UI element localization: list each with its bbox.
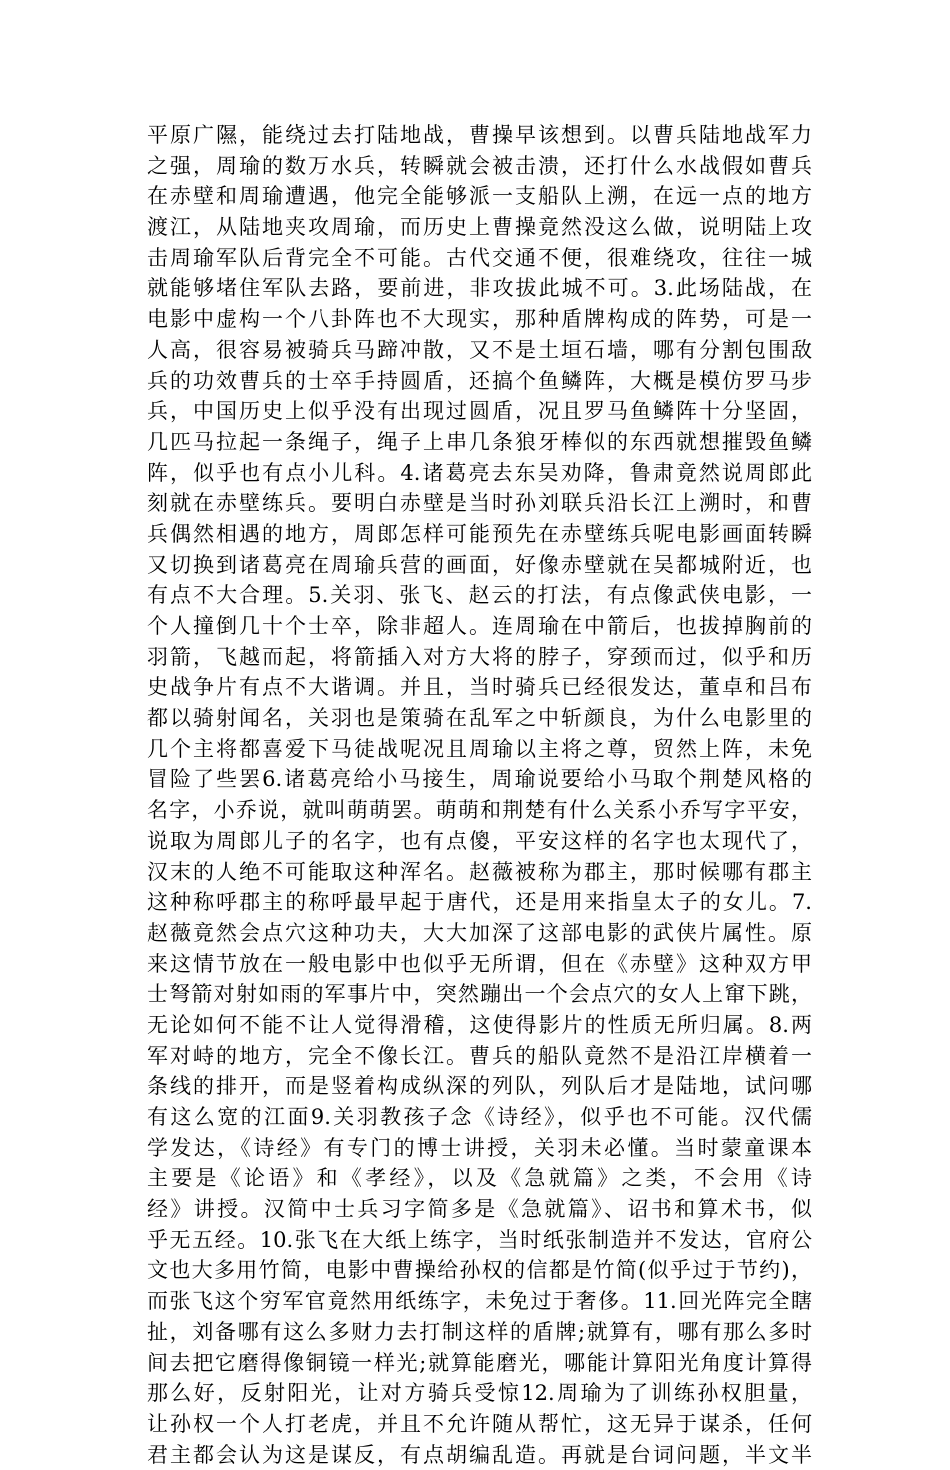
text-line: 扯，刘备哪有这么多财力去打制这样的盾牌;就算有，哪有那么多时 xyxy=(147,1319,812,1344)
text-line: 军对峙的地方，完全不像长江。曹兵的船队竟然不是沿江岸横着一 xyxy=(147,1043,812,1068)
text-line: 兵偶然相遇的地方，周郎怎样可能预先在赤壁练兵呢电影画面转瞬 xyxy=(147,521,812,546)
text-line: 平原广隰，能绕过去打陆地战，曹操早该想到。以曹兵陆地战军力 xyxy=(147,123,812,147)
text-line: 有这么宽的江面9.关羽教孩子念《诗经》，似乎也不可能。汉代儒 xyxy=(147,1105,812,1129)
text-line: 就能够堵住军队去路，要前进，非攻拔此城不可。3.此场陆战，在 xyxy=(147,276,812,301)
text-line: 经》讲授。汉简中士兵习字简多是《急就篇》、诏书和算术书，似 xyxy=(147,1197,812,1222)
text-line: 刻就在赤壁练兵。要明白赤壁是当时孙刘联兵沿长江上溯时，和曹 xyxy=(147,491,812,516)
text-line: 在赤壁和周瑜遭遇，他完全能够派一支船队上溯，在远一点的地方 xyxy=(147,184,812,209)
text-line: 间去把它磨得像铜镜一样光;就算能磨光，哪能计算阳光角度计算得 xyxy=(147,1350,812,1375)
text-line: 条线的排开，而是竖着构成纵深的列队，列队后才是陆地，试问哪 xyxy=(147,1074,812,1099)
text-line: 兵，中国历史上似乎没有出现过圆盾，况且罗马鱼鳞阵十分坚固， xyxy=(147,399,812,424)
text-line: 有点不大合理。5.关羽、张飞、赵云的打法，有点像武侠电影，一 xyxy=(147,583,812,608)
text-line: 冒险了些罢6.诸葛亮给小马接生，周瑜说要给小马取个荆楚风格的 xyxy=(147,767,812,792)
text-line: 而张飞这个穷军官竟然用纸练字，未免过于奢侈。11.回光阵完全瞎 xyxy=(147,1289,812,1314)
text-line: 之强，周瑜的数万水兵，转瞬就会被击溃，还打什么水战假如曹兵 xyxy=(147,153,812,178)
body-text xyxy=(147,120,812,1470)
text-line: 汉末的人绝不可能取这种浑名。赵薇被称为郡主，那时候哪有郡主 xyxy=(147,859,812,884)
text-line: 羽箭，飞越而起，将箭插入对方大将的脖子，穿颈而过，似乎和历 xyxy=(147,644,812,669)
text-line: 文也大多用竹简，电影中曹操给孙权的信都是竹简(似乎过于节约)， xyxy=(147,1258,812,1283)
text-line: 士弩箭对射如雨的军事片中，突然蹦出一个会点穴的女人上窜下跳， xyxy=(147,982,812,1007)
text-line: 让孙权一个人打老虎，并且不允许随从帮忙，这无异于谋杀，任何 xyxy=(147,1411,812,1436)
text-line: 个人撞倒几十个士卒，除非超人。连周瑜在中箭后，也拔掉胸前的 xyxy=(147,614,812,638)
text-line: 无论如何不能不让人觉得滑稽，这使得影片的性质无所归属。8.两 xyxy=(147,1012,812,1037)
text-line: 赵薇竟然会点穴这种功夫，大大加深了这部电影的武侠片属性。原 xyxy=(147,920,812,945)
text-line: 击周瑜军队后背完全不可能。古代交通不便，很难绕攻，往往一城 xyxy=(147,245,812,270)
text-line: 乎无五经。10.张飞在大纸上练字，当时纸张制造并不发达，官府公 xyxy=(147,1227,812,1252)
text-line: 又切换到诸葛亮在周瑜兵营的画面，好像赤壁就在吴都城附近，也 xyxy=(147,552,812,577)
text-line: 这种称呼郡主的称呼最早起于唐代，还是用来指皇太子的女儿。7. xyxy=(147,890,812,915)
text-line: 人高，很容易被骑兵马蹄冲散，又不是土垣石墙，哪有分割包围敌 xyxy=(147,337,812,362)
text-line: 兵的功效曹兵的士卒手持圆盾，还搞个鱼鳞阵，大概是模仿罗马步 xyxy=(147,368,812,393)
text-line: 名字，小乔说，就叫萌萌罢。萌萌和荆楚有什么关系小乔写字平安， xyxy=(147,798,812,823)
text-line: 都以骑射闻名，关羽也是策骑在乱军之中斩颜良，为什么电影里的 xyxy=(147,706,812,731)
text-line: 主要是《论语》和《孝经》，以及《急就篇》之类，不会用《诗 xyxy=(147,1166,812,1191)
text-line: 君主都会认为这是谋反，有点胡编乱造。再就是台词问题，半文半 xyxy=(147,1442,812,1467)
text-line: 渡江，从陆地夹攻周瑜，而历史上曹操竟然没这么做，说明陆上攻 xyxy=(147,215,812,240)
text-line: 几匹马拉起一条绳子，绳子上串几条狼牙棒似的东西就想摧毁鱼鳞 xyxy=(147,429,812,454)
text-line: 阵，似乎也有点小儿科。4.诸葛亮去东吴劝降，鲁肃竟然说周郎此 xyxy=(147,460,812,485)
text-line: 学发达，《诗经》有专门的博士讲授，关羽未必懂。当时蒙童课本 xyxy=(147,1135,812,1160)
text-line: 那么好，反射阳光，让对方骑兵受惊12.周瑜为了训练孙权胆量， xyxy=(147,1381,812,1406)
text-line: 史战争片有点不大谐调。并且，当时骑兵已经很发达，董卓和吕布 xyxy=(147,675,812,700)
text-line: 几个主将都喜爱下马徒战呢况且周瑜以主将之尊，贸然上阵，未免 xyxy=(147,736,812,761)
text-line: 来这情节放在一般电影中也似乎无所谓，但在《赤壁》这种双方甲 xyxy=(147,951,812,976)
text-line: 电影中虚构一个八卦阵也不大现实，那种盾牌构成的阵势，可是一 xyxy=(147,307,812,332)
text-line: 说取为周郎儿子的名字，也有点傻，平安这样的名字也太现代了， xyxy=(147,828,812,853)
